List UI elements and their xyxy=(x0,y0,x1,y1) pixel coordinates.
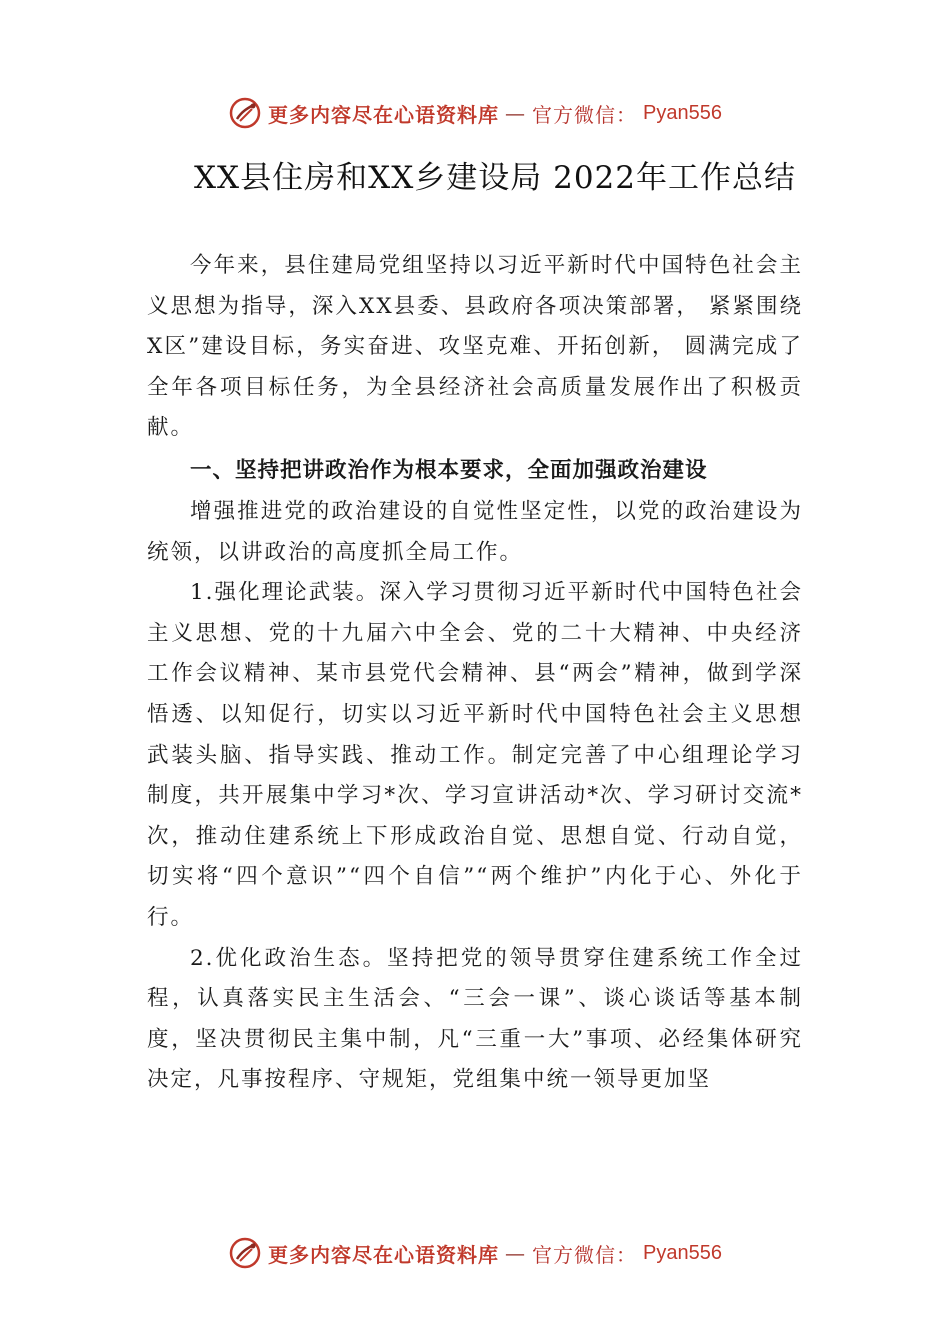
intro-paragraph: 今年来，县住建局党组坚持以习近平新时代中国特色社会主义思想为指导，深入XX县委、县政府各项决策部署， 紧紧围绕X区”建设目标，务实奋进、攻坚克难、开拓创新， 圆满完成了全年各项目标任务，为全县经济社会高质量发展作出了积极贡献。 xyxy=(147,253,803,441)
item-paragraph-2: 2.优化政治生态。坚持把党的领导贯穿住建系统工作全过程，认真落实民主生活会、“三会一课”、谈心谈话等基本制度，坚决贯彻民主集中制，凡“三重一大”事项、必经集体研究决定，凡事按程序、守规矩，党组集中统一领导更加坚 xyxy=(147,945,803,1093)
watermark-label: 官方微信： xyxy=(532,102,638,127)
item-paragraph-1: 1.强化理论武装。深入学习贯彻习近平新时代中国特色社会主义思想、党的十九届六中全会、党的二十大精神、中央经济工作会议精神、某市县党代会精神、县“两会”精神，做到学深悟透、以知促行，切实以习近平新时代中国特色社会主义思想武装头脑、指导实践、推动工作。制定完善了中心组理论学习制度，共开展集中学习*次、学习宣讲活动*次、学习研讨交流*次，推动住建系统上下形成政治自觉、思想自觉、行动自觉，切实将“四个意识”“四个自信”“两个维护”内化于心、外化于行。 xyxy=(147,580,803,930)
brand-logo-icon xyxy=(228,96,262,130)
watermark-wechat-id: Pyan556 xyxy=(643,101,722,124)
watermark-separator: — xyxy=(505,1241,527,1265)
brand-logo-icon xyxy=(228,1236,262,1270)
watermark-wechat-id: Pyan556 xyxy=(643,1241,722,1264)
watermark-footer xyxy=(0,1236,950,1270)
document-body xyxy=(147,246,803,1101)
watermark-separator: — xyxy=(505,101,527,125)
watermark-header xyxy=(0,96,950,130)
document-title: XX县住房和XX乡建设局 2022年工作总结 xyxy=(193,160,797,196)
watermark-brand: 更多内容尽在心语资料库 xyxy=(268,1242,500,1267)
section-lead-paragraph: 增强推进党的政治建设的自觉性坚定性，以党的政治建设为统领，以讲政治的高度抓全局工作。 xyxy=(147,498,803,565)
watermark-label: 官方微信： xyxy=(532,1242,638,1267)
watermark-brand: 更多内容尽在心语资料库 xyxy=(268,102,500,127)
section-heading-1: 一、坚持把讲政治作为根本要求，全面加强政治建设 xyxy=(190,457,708,483)
